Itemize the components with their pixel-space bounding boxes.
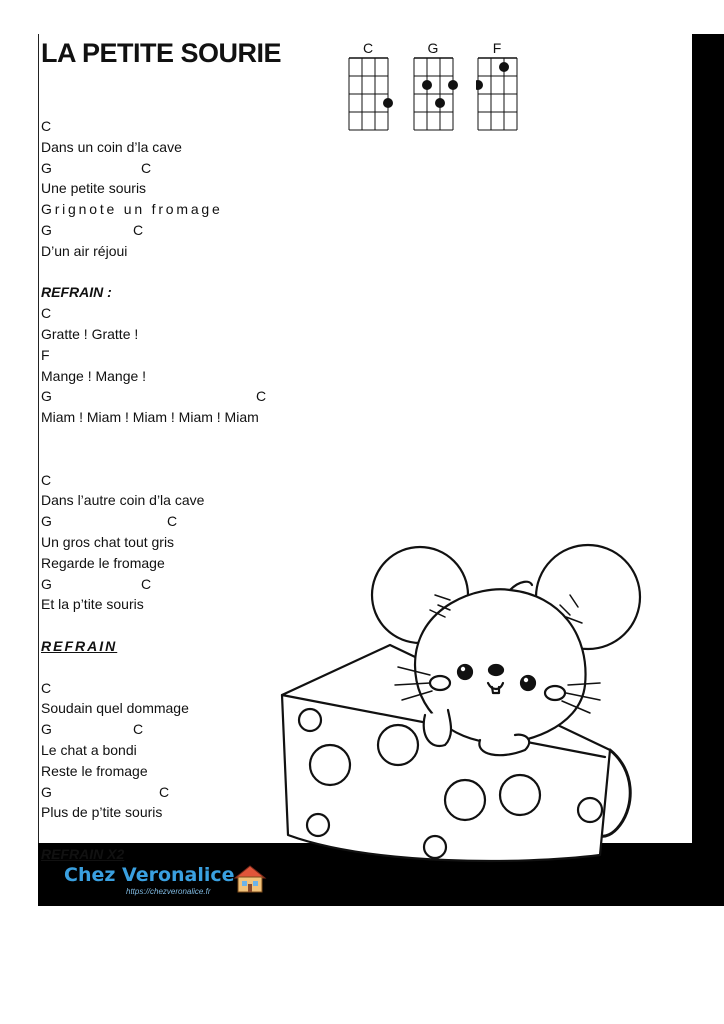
chord-diagram-name: G <box>427 40 439 56</box>
chord: C <box>133 221 144 238</box>
right-black-bar <box>692 34 724 906</box>
chord: G <box>41 575 52 592</box>
chord-line <box>41 511 371 532</box>
chord-grid <box>412 56 460 136</box>
chord-grid <box>476 56 524 136</box>
finger-dot <box>435 98 445 108</box>
lyric-line: Le chat a bondi <box>41 741 137 758</box>
chord-line <box>41 303 371 324</box>
lyric-line: Reste le fromage <box>41 762 148 779</box>
lyric-line: Grignote un fromage <box>41 201 223 218</box>
chord: F <box>41 346 50 363</box>
chord: C <box>41 679 52 696</box>
chord-diagram-f <box>472 40 522 135</box>
mouse-cheese-illustration <box>270 535 690 865</box>
lyric-line: Gratte ! Gratte ! <box>41 325 139 342</box>
chord: C <box>159 783 170 800</box>
chord-line <box>41 470 371 491</box>
refrain-label: REFRAIN : <box>41 284 112 301</box>
lyric-line: Plus de p’tite souris <box>41 804 163 821</box>
finger-dot <box>448 80 458 90</box>
brand-logo-text: Chez Veronalice <box>64 864 235 886</box>
lyric-line: Regarde le fromage <box>41 554 165 571</box>
lyric-line: Mange ! Mange ! <box>41 367 147 384</box>
chord-diagram-name: C <box>362 40 374 56</box>
finger-dot <box>422 80 432 90</box>
chord: G <box>41 159 52 176</box>
finger-dot <box>476 80 483 90</box>
chord: C <box>41 305 52 322</box>
left-margin-line <box>38 34 39 904</box>
lyric-line: Dans un coin d’la cave <box>41 138 182 155</box>
chord: C <box>256 388 267 405</box>
lyric-line: Et la p’tite souris <box>41 596 144 613</box>
chord: G <box>41 721 52 738</box>
chord: C <box>133 721 144 738</box>
chord: G <box>41 388 52 405</box>
chord-line <box>41 116 371 137</box>
lyric-line: Soudain quel dommage <box>41 700 189 717</box>
chord: C <box>41 118 52 134</box>
chord: G <box>41 513 52 530</box>
lyric-line: Dans l’autre coin d’la cave <box>41 492 205 509</box>
chord-line <box>41 345 371 366</box>
song-title: LA PETITE SOURIE <box>41 38 282 68</box>
chord: C <box>41 471 52 488</box>
chord-line <box>41 386 371 407</box>
chord-diagram-g <box>408 40 458 135</box>
brand-url: https://chezveronalice.fr <box>126 887 211 896</box>
spacer <box>41 262 371 283</box>
refrain-label: REFRAIN X2 <box>41 845 125 862</box>
lyric-line: D’un air réjoui <box>41 242 128 259</box>
house-icon <box>233 864 267 894</box>
chord: C <box>141 159 152 176</box>
spacer <box>41 449 371 470</box>
chord: C <box>141 575 152 592</box>
chord: G <box>41 783 52 800</box>
finger-dot <box>383 98 393 108</box>
chord: G <box>41 221 52 238</box>
chord: C <box>167 513 178 530</box>
spacer <box>41 428 371 449</box>
chord-line <box>41 158 371 179</box>
finger-dot <box>499 62 509 72</box>
refrain-label: REFRAIN <box>41 637 118 654</box>
lyric-line: Un gros chat tout gris <box>41 533 175 550</box>
lyric-line: Miam ! Miam ! Miam ! Miam ! Miam <box>41 409 259 426</box>
chord-line <box>41 220 371 241</box>
chord-diagram-name: F <box>492 40 502 56</box>
lyric-line: Une petite souris <box>41 180 147 197</box>
